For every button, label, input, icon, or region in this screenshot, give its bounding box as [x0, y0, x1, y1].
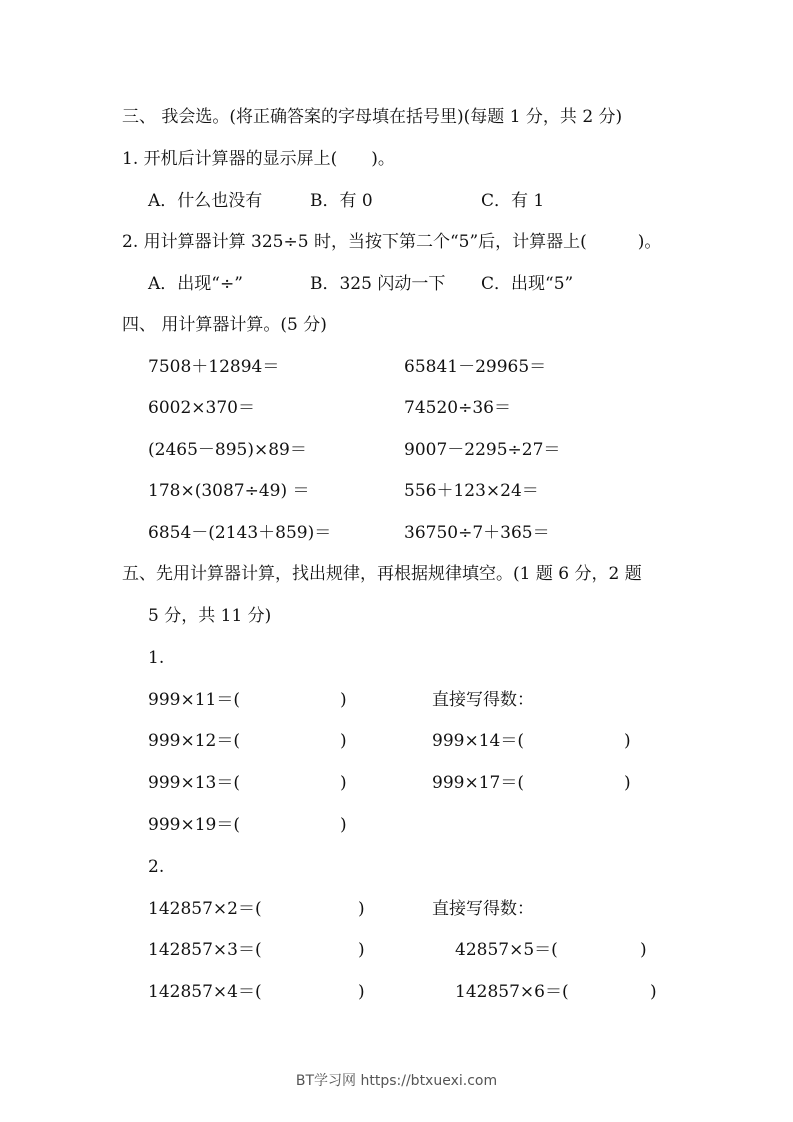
closing-paren: ): [650, 982, 657, 1002]
part-1-label: 1.: [148, 648, 165, 668]
part-2-label: 2.: [148, 857, 165, 877]
pattern-item: 142857×4＝(: [148, 982, 262, 1002]
pattern-item: 999×19＝(: [148, 815, 240, 835]
direct-answer-title: 直接写得数：: [432, 899, 534, 919]
question-1-option-b: B．有 0: [310, 191, 373, 211]
calc-item: 6002×370＝: [148, 398, 255, 418]
closing-paren: ): [340, 773, 347, 793]
closing-paren: ): [624, 773, 631, 793]
closing-paren: ): [340, 815, 347, 835]
closing-paren: ): [358, 982, 365, 1002]
question-2-option-b: B．325 闪动一下: [310, 274, 446, 294]
section-5-heading: 五、先用计算器计算，找出规律，再根据规律填空。(1 题 6 分，2 题: [122, 564, 642, 584]
calc-item: 556＋123×24＝: [404, 481, 539, 501]
pattern-item: 142857×2＝(: [148, 899, 262, 919]
direct-answer-title: 直接写得数：: [432, 690, 534, 710]
question-1-option-c: C．有 1: [481, 191, 545, 211]
calc-item: 65841－29965＝: [404, 357, 547, 377]
pattern-item: 999×11＝(: [148, 690, 240, 710]
pattern-item: 999×14＝(: [432, 731, 524, 751]
calc-item: 9007－2295÷27＝: [404, 440, 561, 460]
question-1-option-a: A．什么也没有: [148, 191, 263, 211]
question-2-option-c: C．出现“5”: [481, 274, 574, 294]
question-2-option-a: A．出现“÷”: [148, 274, 243, 294]
pattern-item: 999×12＝(: [148, 731, 240, 751]
section-4-heading: 四、 用计算器计算。(5 分): [122, 315, 327, 335]
closing-paren: ): [624, 731, 631, 751]
calc-item: 6854－(2143＋859)＝: [148, 523, 332, 543]
footer-watermark: BT学习网 https://btxuexi.com: [295, 1073, 498, 1089]
closing-paren: ): [340, 690, 347, 710]
pattern-item: 999×17＝(: [432, 773, 524, 793]
question-2-text: 2. 用计算器计算 325÷5 时，当按下第二个“5”后，计算器上( )。: [122, 232, 662, 252]
section-5-heading-cont: 5 分，共 11 分): [148, 606, 272, 626]
calc-item: 178×(3087÷49) ＝: [148, 481, 310, 501]
calc-item: (2465－895)×89＝: [148, 440, 307, 460]
closing-paren: ): [358, 940, 365, 960]
section-3-heading: 三、 我会选。(将正确答案的字母填在括号里)(每题 1 分，共 2 分): [122, 107, 623, 127]
pattern-item: 999×13＝(: [148, 773, 240, 793]
calc-item: 7508＋12894＝: [148, 357, 280, 377]
closing-paren: ): [640, 940, 647, 960]
closing-paren: ): [340, 731, 347, 751]
pattern-item: 142857×6＝(: [455, 982, 569, 1002]
calc-item: 74520÷36＝: [404, 398, 511, 418]
calc-item: 36750÷7＋365＝: [404, 523, 550, 543]
question-1-text: 1. 开机后计算器的显示屏上( )。: [122, 149, 395, 169]
pattern-item: 142857×3＝(: [148, 940, 262, 960]
pattern-item: 42857×5＝(: [455, 940, 558, 960]
closing-paren: ): [358, 899, 365, 919]
